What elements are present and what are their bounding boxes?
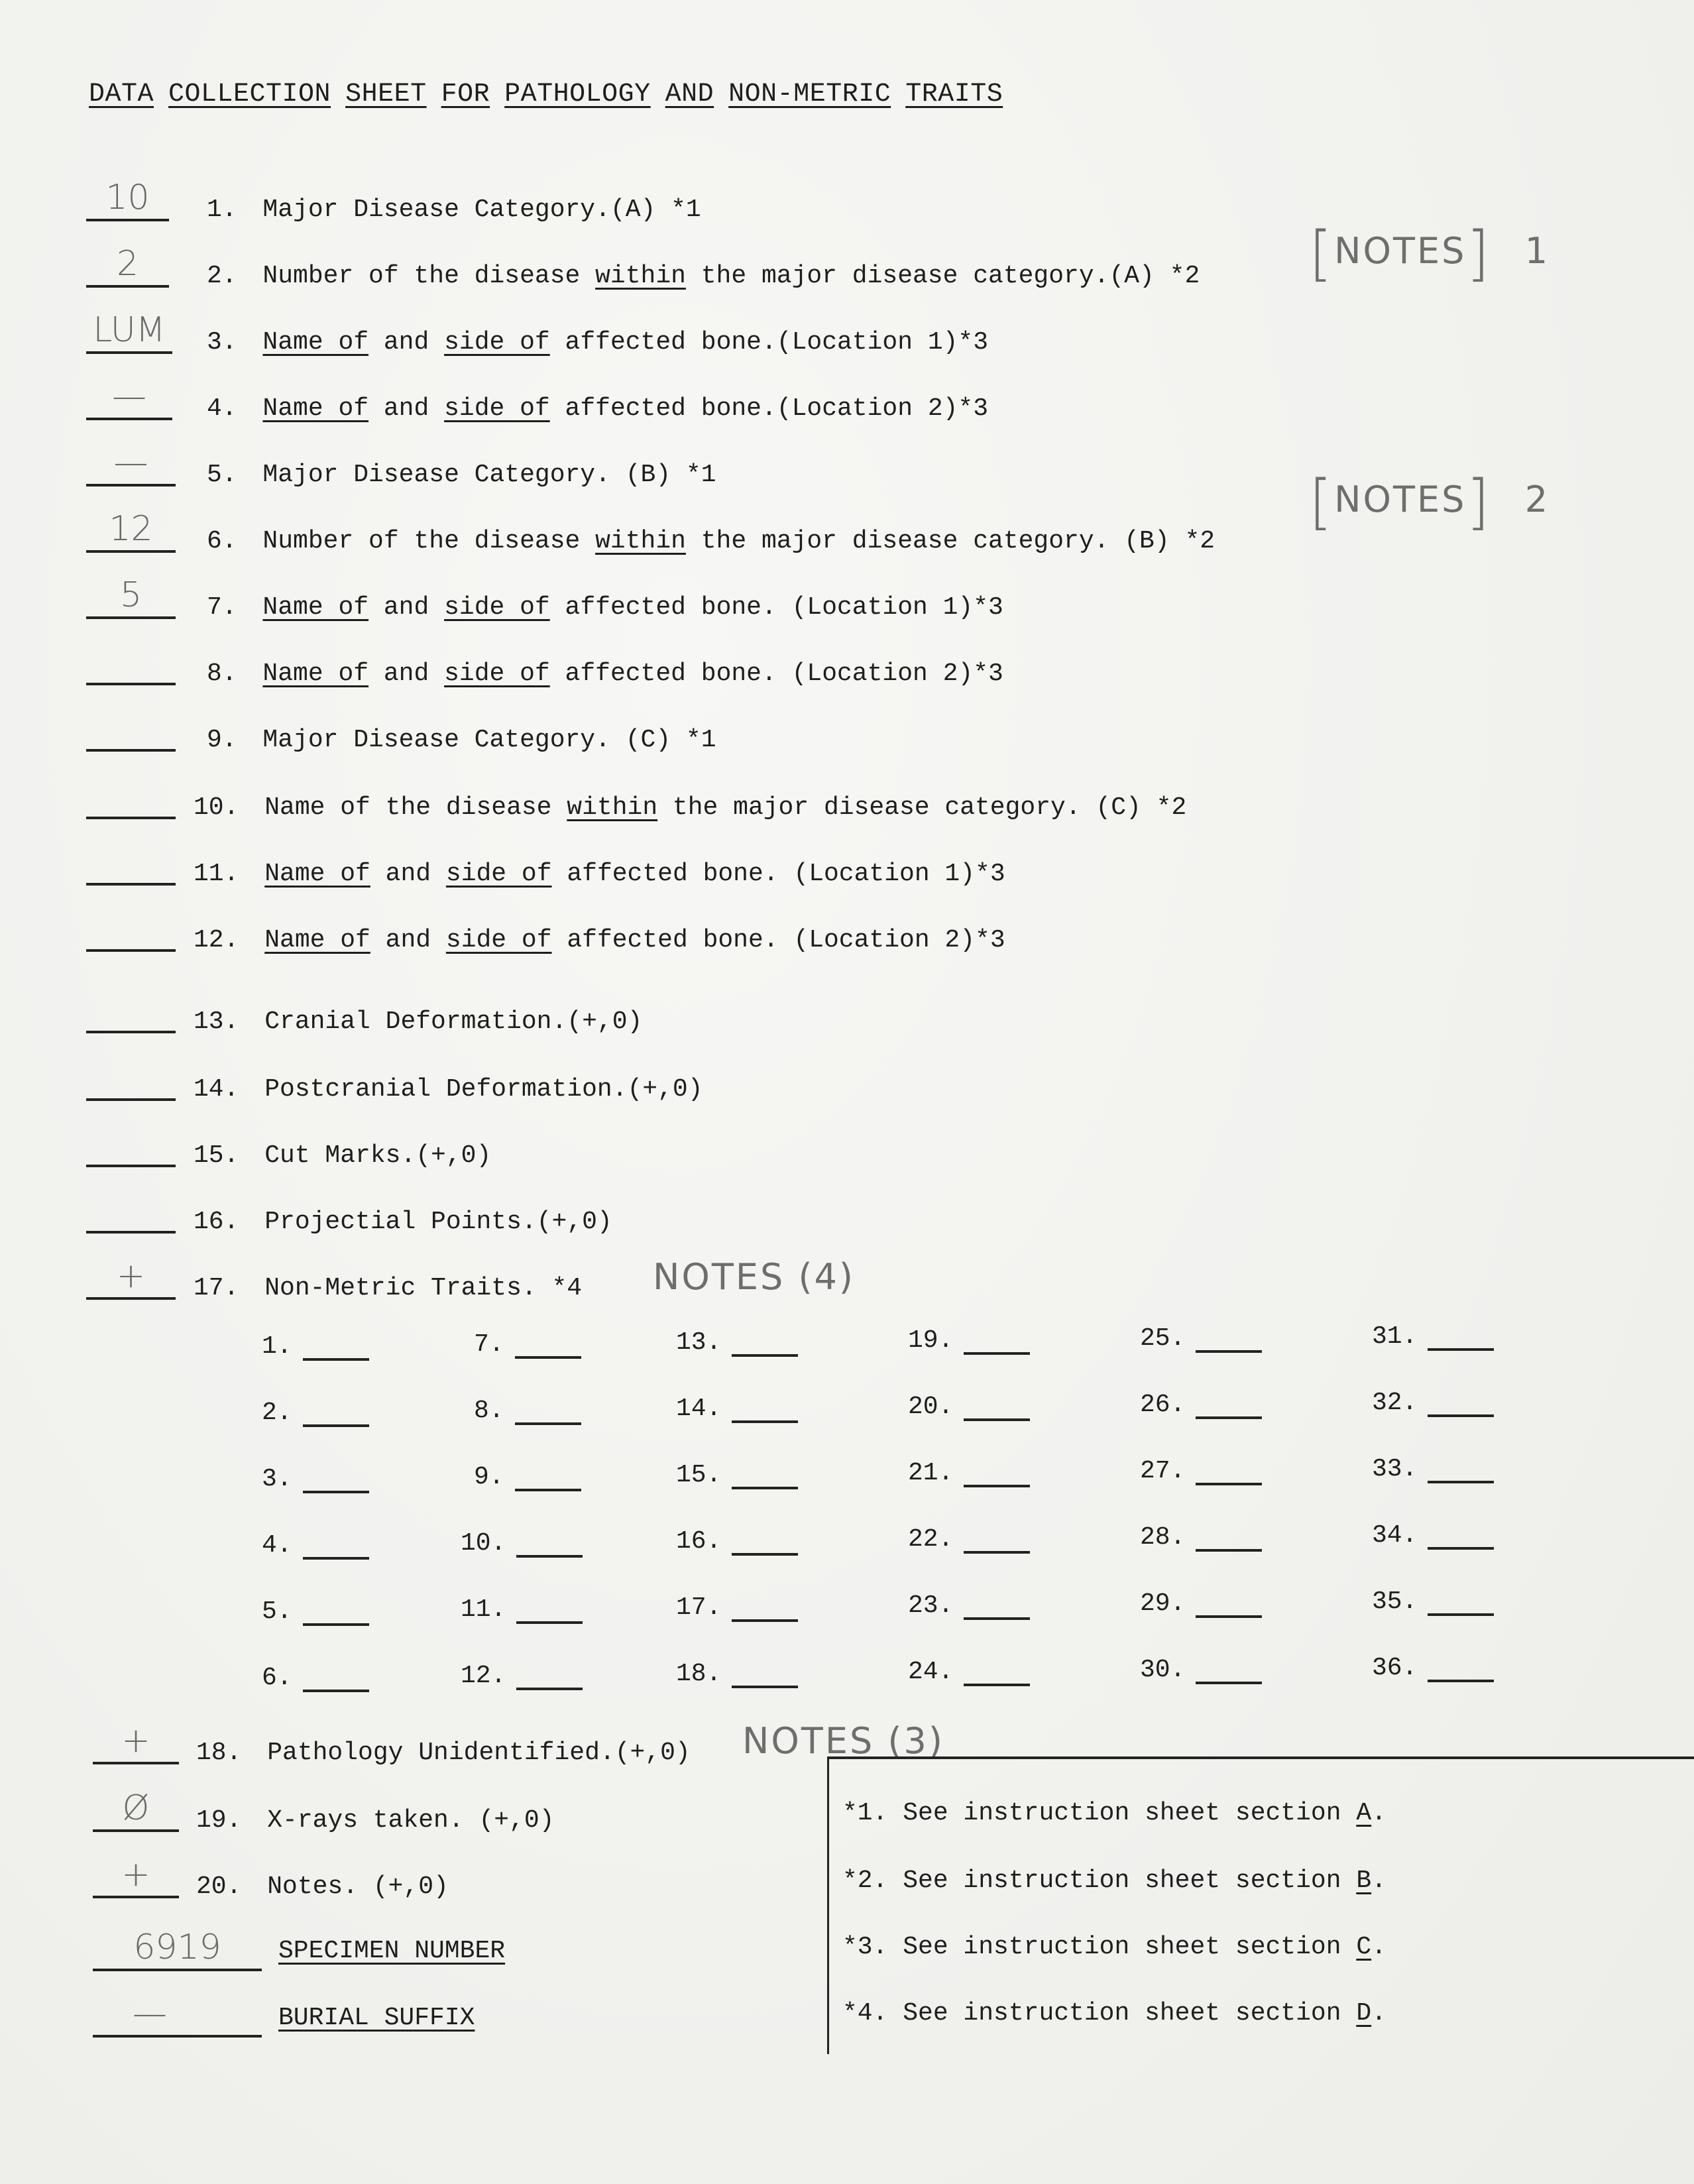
- trait-field[interactable]: [1428, 1461, 1494, 1483]
- question-number: 11.: [194, 860, 254, 888]
- question-row: [0, 310, 1694, 357]
- question-text: Major Disease Category.(A) *1: [262, 196, 701, 224]
- question-row: [0, 1125, 1694, 1170]
- answer-field[interactable]: [86, 909, 176, 952]
- question-number: 16.: [194, 1208, 254, 1236]
- trait-entry: [1372, 1654, 1494, 1682]
- answer-value: +: [121, 1721, 150, 1760]
- question-text: Pathology Unidentified.(+,0): [267, 1739, 691, 1767]
- trait-field[interactable]: [732, 1599, 798, 1622]
- trait-number: 7.: [474, 1330, 504, 1359]
- question-number: 4.: [207, 394, 253, 423]
- trait-number: 32.: [1372, 1389, 1418, 1417]
- question-row: [0, 643, 1694, 688]
- trait-entry: [1140, 1457, 1262, 1485]
- trait-number: 4.: [262, 1531, 292, 1560]
- question-number: 2.: [207, 262, 253, 290]
- trait-number: 30.: [1140, 1656, 1186, 1684]
- question-row: [0, 991, 1694, 1036]
- trait-number: 35.: [1372, 1587, 1418, 1616]
- title-word: NON-METRIC: [728, 80, 891, 109]
- trait-number: 5.: [262, 1597, 292, 1626]
- question-label: [207, 396, 988, 422]
- answer-value: 2: [116, 244, 139, 284]
- trait-number: 9.: [474, 1463, 504, 1491]
- footnote-text: *3. See instruction sheet section: [842, 1933, 1357, 1961]
- question-text: Major Disease Category. (B) *1: [262, 461, 716, 489]
- answer-field[interactable]: [86, 1191, 176, 1234]
- footnote-text: *4. See instruction sheet section: [842, 1999, 1357, 2028]
- question-text: and: [368, 660, 445, 688]
- question-row: [0, 178, 1694, 224]
- answer-value: +: [121, 1855, 150, 1894]
- trait-entry: [262, 1332, 369, 1361]
- question-text: side of: [445, 926, 552, 954]
- trait-entry: [461, 1529, 583, 1558]
- title-word: PATHOLOGY: [504, 80, 651, 109]
- margin-note-4: NOTES (4): [653, 1256, 855, 1298]
- question-text: Name of: [264, 860, 370, 888]
- question-label: [194, 928, 1005, 953]
- question-text: Cranial Deformation.(+,0): [264, 1007, 643, 1036]
- trait-number: 1.: [262, 1332, 292, 1361]
- trait-field[interactable]: [515, 1336, 581, 1359]
- trait-field[interactable]: [303, 1603, 369, 1626]
- title-word: AND: [665, 80, 714, 109]
- question-text: affected bone. (Location 1)*3: [549, 593, 1003, 622]
- trait-field[interactable]: [732, 1334, 798, 1357]
- trait-number: 33.: [1372, 1455, 1418, 1483]
- question-text: side of: [444, 660, 550, 688]
- answer-field[interactable]: [86, 643, 176, 685]
- margin-note-word: NOTES: [1334, 230, 1467, 272]
- question-text: affected bone. (Location 1)*3: [551, 860, 1005, 888]
- question-number: 9.: [207, 726, 253, 754]
- trait-field[interactable]: [303, 1338, 369, 1361]
- trait-field[interactable]: [964, 1332, 1030, 1355]
- question-text: Name of: [262, 394, 369, 423]
- question-text: and: [370, 860, 446, 888]
- trait-entry: [474, 1397, 581, 1425]
- footnote-suffix: .: [1371, 1933, 1386, 1961]
- margin-note-2: [NOTES] 2: [1309, 467, 1550, 537]
- specimen-number-field[interactable]: [93, 1929, 262, 1971]
- answer-field[interactable]: [86, 1257, 176, 1300]
- footnote-section: D: [1356, 1999, 1372, 2028]
- answer-field[interactable]: [93, 1722, 179, 1764]
- footnote: [842, 1799, 1386, 1827]
- question-label: [207, 661, 1003, 687]
- answer-value: LUM: [93, 310, 166, 350]
- answer-field[interactable]: [86, 179, 169, 221]
- question-number: 7.: [207, 593, 253, 622]
- question-number: 15.: [194, 1141, 254, 1170]
- trait-number: 12.: [461, 1662, 506, 1690]
- trait-entry: [676, 1660, 798, 1688]
- question-row: [0, 1191, 1694, 1236]
- question-label: [194, 1210, 612, 1235]
- trait-entry: [1372, 1389, 1494, 1417]
- question-number: 10.: [194, 793, 254, 822]
- answer-field[interactable]: [93, 1856, 179, 1898]
- trait-field[interactable]: [732, 1467, 798, 1489]
- question-label: [207, 330, 988, 355]
- footnote: [842, 1933, 1386, 1961]
- question-number: 17.: [194, 1274, 254, 1302]
- question-text: Number of the disease: [262, 262, 596, 290]
- question-text: side of: [444, 593, 550, 622]
- trait-field[interactable]: [1428, 1527, 1494, 1550]
- trait-field[interactable]: [964, 1399, 1030, 1421]
- answer-field[interactable]: [86, 1125, 176, 1167]
- trait-number: 25.: [1140, 1324, 1186, 1353]
- answer-value: —: [112, 376, 146, 416]
- question-text: affected bone.(Location 1)*3: [549, 328, 989, 357]
- question-text: Cut Marks.(+,0): [264, 1141, 492, 1170]
- burial-suffix-field[interactable]: [93, 1995, 262, 2038]
- question-label: [194, 862, 1005, 887]
- question-number: 19.: [196, 1806, 257, 1835]
- trait-field[interactable]: [1196, 1397, 1262, 1419]
- title-word: DATA: [89, 80, 154, 109]
- title-word: FOR: [441, 80, 490, 109]
- title-word: COLLECTION: [168, 80, 331, 109]
- trait-number: 36.: [1372, 1654, 1418, 1682]
- footnote-section: C: [1356, 1933, 1372, 1961]
- trait-entry: [676, 1593, 798, 1622]
- question-text: Name of: [262, 328, 369, 357]
- trait-entry: [908, 1393, 1030, 1421]
- question-text: the major disease category. (B) *2: [685, 527, 1215, 555]
- answer-field[interactable]: [86, 709, 176, 752]
- answer-value: —: [113, 443, 148, 483]
- trait-field[interactable]: [1196, 1330, 1262, 1353]
- page-title: [89, 80, 1017, 109]
- trait-entry: [1140, 1656, 1262, 1684]
- question-number: 1.: [207, 196, 253, 224]
- trait-field[interactable]: [516, 1601, 583, 1624]
- margin-note-3: NOTES (3): [742, 1720, 944, 1762]
- trait-entry: [908, 1658, 1030, 1686]
- trait-entry: [676, 1527, 798, 1556]
- answer-field[interactable]: [86, 991, 176, 1033]
- trait-entry: [474, 1330, 581, 1359]
- trait-number: 34.: [1372, 1521, 1418, 1550]
- question-label: [207, 198, 701, 223]
- answer-field[interactable]: [86, 777, 176, 819]
- question-number: 14.: [194, 1075, 254, 1104]
- trait-entry: [262, 1531, 369, 1560]
- question-label: [194, 1276, 582, 1301]
- footnote-suffix: .: [1371, 1799, 1386, 1827]
- question-text: side of: [444, 328, 550, 357]
- footnote: [842, 1867, 1386, 1895]
- question-text: X-rays taken. (+,0): [267, 1806, 555, 1835]
- specimen-number-value: 6919: [133, 1927, 221, 1967]
- question-text: the major disease category.(A) *2: [685, 262, 1200, 290]
- trait-entry: [908, 1525, 1030, 1554]
- question-text: and: [368, 328, 445, 357]
- footnotes-box: [827, 1756, 1694, 2054]
- question-text: within: [567, 793, 658, 822]
- trait-field[interactable]: [964, 1597, 1030, 1620]
- margin-note-number: 2: [1524, 479, 1550, 521]
- burial-suffix-value: —: [133, 1994, 167, 2034]
- question-text: Name of the disease: [264, 793, 567, 822]
- question-number: 5.: [207, 461, 253, 489]
- trait-entry: [262, 1399, 369, 1427]
- burial-suffix-label: BURIAL SUFFIX: [278, 2004, 475, 2032]
- trait-number: 13.: [676, 1328, 722, 1357]
- trait-field[interactable]: [303, 1405, 369, 1427]
- question-text: affected bone. (Location 2)*3: [551, 926, 1005, 954]
- trait-number: 10.: [461, 1529, 506, 1558]
- question-text: Notes. (+,0): [267, 1872, 449, 1901]
- answer-field[interactable]: [86, 1059, 176, 1101]
- question-row: [0, 843, 1694, 888]
- answer-field[interactable]: [86, 378, 172, 420]
- trait-number: 3.: [262, 1465, 292, 1493]
- footnote-suffix: .: [1371, 1867, 1386, 1895]
- trait-entry: [461, 1662, 583, 1690]
- trait-field[interactable]: [303, 1471, 369, 1493]
- answer-value: 10: [105, 178, 150, 217]
- trait-field[interactable]: [964, 1664, 1030, 1686]
- question-text: Non-Metric Traits. *4: [264, 1274, 583, 1302]
- footnote-suffix: .: [1371, 1999, 1386, 2028]
- question-text: side of: [444, 394, 550, 423]
- trait-number: 6.: [262, 1664, 292, 1692]
- question-text: within: [595, 527, 686, 555]
- question-text: Major Disease Category. (C) *1: [262, 726, 716, 754]
- question-label: [196, 1874, 449, 1900]
- margin-note-word: NOTES: [1334, 479, 1467, 521]
- trait-number: 20.: [908, 1393, 954, 1421]
- question-label: [196, 1808, 555, 1833]
- question-number: 6.: [207, 527, 253, 555]
- trait-field[interactable]: [1428, 1660, 1494, 1682]
- question-row: [0, 709, 1694, 754]
- trait-entry: [461, 1595, 583, 1624]
- question-number: 13.: [194, 1007, 254, 1036]
- trait-entry: [908, 1591, 1030, 1620]
- answer-field[interactable]: [86, 245, 169, 288]
- trait-number: 22.: [908, 1525, 954, 1554]
- question-label: [207, 728, 716, 753]
- question-number: 8.: [207, 660, 253, 688]
- trait-field[interactable]: [515, 1469, 581, 1491]
- question-label: [194, 1143, 491, 1169]
- question-text: the major disease category. (C) *2: [657, 793, 1187, 822]
- footnote-text: *1. See instruction sheet section: [842, 1799, 1357, 1827]
- question-text: side of: [445, 860, 552, 888]
- trait-number: 28.: [1140, 1523, 1186, 1552]
- trait-number: 26.: [1140, 1391, 1186, 1419]
- margin-note-number: 1: [1524, 230, 1550, 272]
- trait-entry: [262, 1465, 369, 1493]
- trait-field[interactable]: [1428, 1593, 1494, 1616]
- trait-entry: [676, 1395, 798, 1423]
- trait-field[interactable]: [1428, 1328, 1494, 1351]
- question-label: [196, 1741, 691, 1766]
- title-word: TRAITS: [905, 80, 1003, 109]
- trait-number: 11.: [461, 1595, 506, 1624]
- trait-entry: [908, 1326, 1030, 1355]
- trait-field[interactable]: [1196, 1463, 1262, 1485]
- trait-entry: [1372, 1587, 1494, 1616]
- trait-field[interactable]: [732, 1533, 798, 1556]
- trait-number: 29.: [1140, 1589, 1186, 1618]
- question-text: Name of: [262, 593, 369, 622]
- trait-field[interactable]: [1428, 1395, 1494, 1417]
- footnote: [842, 1999, 1386, 2028]
- question-label: [194, 1077, 703, 1102]
- question-text: Postcranial Deformation.(+,0): [264, 1075, 703, 1104]
- trait-entry: [908, 1459, 1030, 1487]
- answer-field[interactable]: [86, 577, 176, 619]
- trait-entry: [1372, 1521, 1494, 1550]
- trait-entry: [1372, 1322, 1494, 1351]
- question-text: and: [368, 593, 445, 622]
- footnote-text: *2. See instruction sheet section: [842, 1867, 1357, 1895]
- trait-field[interactable]: [303, 1670, 369, 1692]
- trait-field[interactable]: [1196, 1662, 1262, 1684]
- trait-field[interactable]: [515, 1403, 581, 1425]
- question-label: [194, 1009, 642, 1035]
- answer-value: Ø: [122, 1788, 150, 1828]
- question-label: [207, 529, 1215, 554]
- trait-number: 8.: [474, 1397, 504, 1425]
- trait-entry: [676, 1461, 798, 1489]
- question-number: 12.: [194, 926, 254, 954]
- answer-value: 5: [119, 575, 142, 615]
- trait-entry: [1140, 1589, 1262, 1618]
- title-word: SHEET: [345, 80, 427, 109]
- question-row: [0, 1059, 1694, 1104]
- trait-entry: [676, 1328, 798, 1357]
- question-label: [194, 795, 1186, 821]
- question-number: 3.: [207, 328, 253, 357]
- trait-entry: [1140, 1523, 1262, 1552]
- footnote-section: A: [1356, 1799, 1372, 1827]
- trait-entry: [262, 1664, 369, 1692]
- trait-entry: [1372, 1455, 1494, 1483]
- answer-field[interactable]: [86, 510, 176, 553]
- question-text: affected bone.(Location 2)*3: [549, 394, 989, 423]
- question-text: Name of: [264, 926, 370, 954]
- question-text: Number of the disease: [262, 527, 596, 555]
- question-label: [207, 463, 716, 488]
- trait-number: 16.: [676, 1527, 722, 1556]
- trait-number: 24.: [908, 1658, 954, 1686]
- trait-number: 31.: [1372, 1322, 1418, 1351]
- question-row: [0, 909, 1694, 954]
- question-text: affected bone. (Location 2)*3: [549, 660, 1003, 688]
- answer-value: 12: [109, 509, 153, 549]
- trait-number: 2.: [262, 1399, 292, 1427]
- question-number: 18.: [196, 1739, 257, 1767]
- answer-field[interactable]: [86, 444, 176, 487]
- answer-field[interactable]: [93, 1790, 179, 1832]
- specimen-number-label: SPECIMEN NUMBER: [278, 1937, 506, 1965]
- trait-number: 15.: [676, 1461, 722, 1489]
- question-row: [0, 376, 1694, 423]
- trait-field[interactable]: [964, 1531, 1030, 1554]
- trait-number: 18.: [676, 1660, 722, 1688]
- trait-field[interactable]: [732, 1666, 798, 1688]
- question-number: 20.: [196, 1872, 257, 1901]
- trait-entry: [1140, 1391, 1262, 1419]
- trait-entry: [262, 1597, 369, 1626]
- answer-field[interactable]: [86, 312, 172, 354]
- question-row: [0, 777, 1694, 822]
- trait-number: 14.: [676, 1395, 722, 1423]
- trait-field[interactable]: [964, 1465, 1030, 1487]
- trait-field[interactable]: [1196, 1529, 1262, 1552]
- question-label: [207, 595, 1003, 620]
- trait-field[interactable]: [732, 1401, 798, 1423]
- trait-number: 23.: [908, 1591, 954, 1620]
- trait-field[interactable]: [303, 1537, 369, 1560]
- footnote-section: B: [1356, 1867, 1372, 1895]
- trait-entry: [1140, 1324, 1262, 1353]
- question-text: Name of: [262, 660, 369, 688]
- trait-number: 19.: [908, 1326, 954, 1355]
- question-text: and: [370, 926, 446, 954]
- question-text: Projectial Points.(+,0): [264, 1208, 612, 1236]
- trait-number: 27.: [1140, 1457, 1186, 1485]
- trait-number: 17.: [676, 1593, 722, 1622]
- margin-note-1: [NOTES] 1: [1309, 219, 1550, 288]
- question-label: [207, 264, 1200, 289]
- trait-entry: [474, 1463, 581, 1491]
- trait-number: 21.: [908, 1459, 954, 1487]
- question-text: and: [368, 394, 445, 423]
- trait-field[interactable]: [1196, 1595, 1262, 1618]
- question-row: [0, 575, 1694, 622]
- question-text: within: [595, 262, 686, 290]
- answer-value: +: [116, 1256, 146, 1296]
- trait-field[interactable]: [516, 1668, 583, 1690]
- trait-field[interactable]: [516, 1535, 583, 1558]
- answer-field[interactable]: [86, 843, 176, 886]
